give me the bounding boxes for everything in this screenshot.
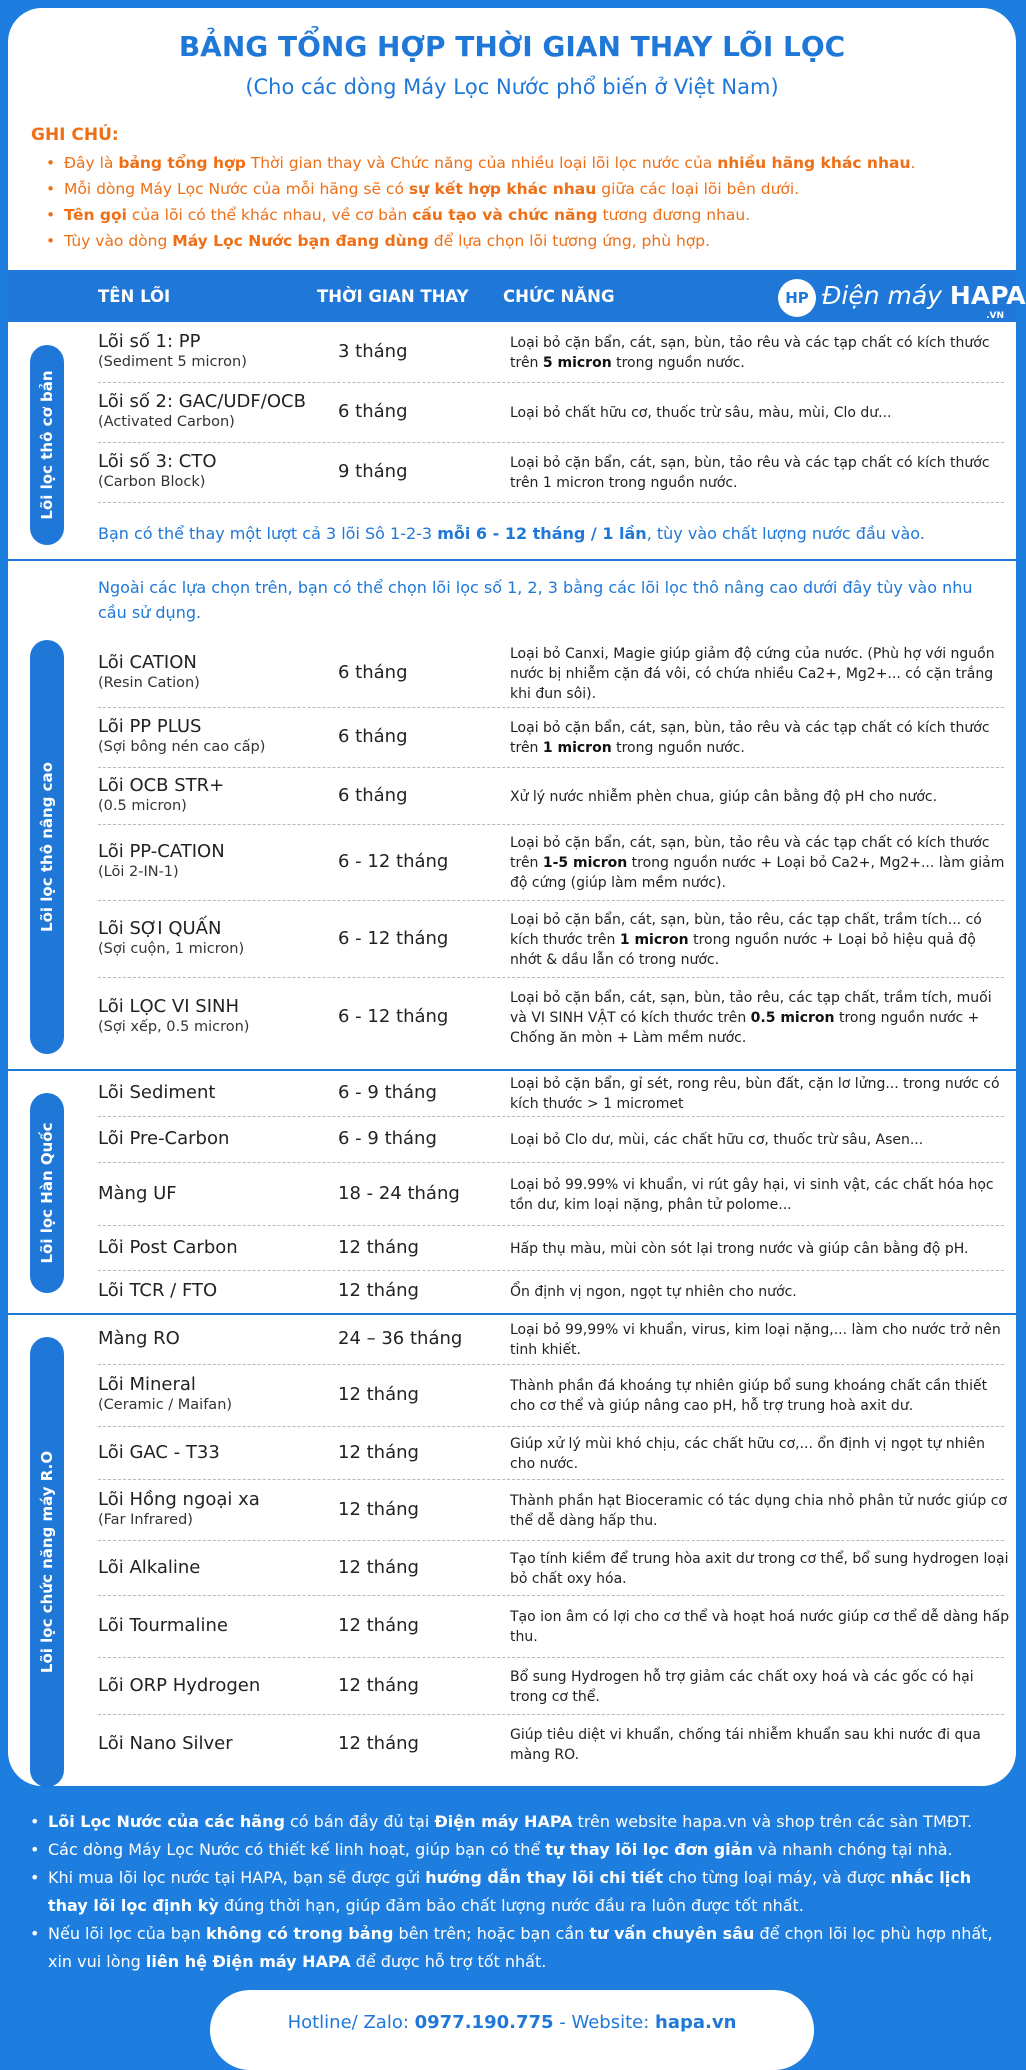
bullet-icon: • xyxy=(30,1812,40,1831)
filter-name: Màng UF xyxy=(98,1182,177,1204)
text-fragment: Khi mua lõi lọc nước tại HAPA, bạn sẽ được gửi xyxy=(48,1868,426,1887)
replacement-time: 12 tháng xyxy=(338,1733,419,1754)
emphasis-text: Lõi Lọc Nước của các hãng xyxy=(48,1812,285,1831)
text-fragment: Loại bỏ cặn bẩn, cát, sạn, bùn, tảo rêu, các tạp chất, trầm tích... có kích thước trên xyxy=(510,911,982,948)
filter-name: Lõi Pre-Carbon xyxy=(98,1128,230,1149)
text-fragment: Bổ sung Hydrogen hỗ trợ giảm các chất oxy hoá và các gốc có hại trong cơ thể. xyxy=(510,1668,974,1705)
table-row xyxy=(98,323,1004,383)
filter-subname: (Far Infrared) xyxy=(98,1511,193,1528)
text-fragment: Loại bỏ 99.99% vi khuẩn, vi rút gây hại, vi sinh vật, các chất hóa học tồn dư, kim loại nặng, phân tử polome... xyxy=(510,1176,994,1213)
filter-function xyxy=(510,1239,1010,1259)
footer-notes xyxy=(30,1808,1008,1976)
text-fragment: bên trên; hoặc bạn cần xyxy=(393,1924,590,1943)
table-row xyxy=(98,708,1004,768)
filter-group xyxy=(8,1315,1016,1785)
filter-subname: (Ceramic / Maifan) xyxy=(98,1397,233,1413)
replacement-time: 12 tháng xyxy=(338,1674,419,1696)
filter-function xyxy=(510,1175,1010,1215)
filter-name: Lõi Mineral xyxy=(98,1374,196,1395)
bullet-icon: • xyxy=(30,1924,40,1943)
replacement-time: 6 - 12 tháng xyxy=(338,927,449,949)
emphasis-text: Máy Lọc Nước bạn đang dùng xyxy=(172,232,429,250)
note-item xyxy=(46,202,1004,228)
filter-subname: (Resin Cation) xyxy=(98,674,200,691)
text-fragment: Tùy vào dòng xyxy=(64,232,173,250)
table-row xyxy=(98,1226,1004,1271)
filter-name: Lõi số 3: CTO xyxy=(98,451,217,472)
hotline-text xyxy=(210,2012,814,2033)
filter-subname: (0.5 micron) xyxy=(98,797,187,814)
filter-subname: (Lõi 2-IN-1) xyxy=(98,864,179,880)
text-fragment: Thành phần đá khoáng tự nhiên giúp bổ sung khoáng chất cần thiết cho cơ thể và giúp nâng cao pH, hỗ trợ trung hoà axit dư. xyxy=(510,1378,988,1414)
text-fragment: Tạo tính kiềm để trung hòa axit dư trong cơ thể, bổ sung hydrogen loại bỏ chất oxy hóa. xyxy=(510,1550,1009,1587)
replacement-time: 6 tháng xyxy=(338,726,408,747)
text-fragment: Loại bỏ cặn bẩn, cát, sạn, bùn, tảo rêu, các tạp chất, trầm tích, muối và VI SINH VẬT có kích thước trên xyxy=(510,989,992,1026)
table-row xyxy=(98,1117,1004,1163)
filter-subname: (Sợi cuộn, 1 micron) xyxy=(98,940,245,957)
text-fragment: Thời gian thay và Chức năng của nhiều loại lõi lọc nước của xyxy=(245,154,718,172)
filter-name: Lõi ORP Hydrogen xyxy=(98,1674,261,1696)
text-fragment: Mỗi dòng Máy Lọc Nước của mỗi hãng sẽ có xyxy=(64,180,409,198)
filter-function xyxy=(510,1667,1010,1707)
text-fragment: cho từng loại máy, và được xyxy=(663,1868,891,1887)
note-item xyxy=(46,150,1004,176)
group-label: Lõi lọc Hàn Quốc xyxy=(38,1122,56,1264)
filter-function xyxy=(510,333,1010,373)
emphasis-text: 1 micron xyxy=(542,740,612,756)
text-fragment: Giúp tiêu diệt vi khuẩn, chống tái nhiễm khuẩn sau khi nước đi qua màng RO. xyxy=(510,1727,981,1763)
filter-function xyxy=(510,1376,1010,1416)
brand-logo xyxy=(778,279,1026,321)
emphasis-text: mỗi 6 - 12 tháng / 1 lần xyxy=(437,524,647,543)
replacement-time: 9 tháng xyxy=(338,461,408,482)
filter-function xyxy=(510,403,1010,423)
filter-function xyxy=(510,718,1010,758)
filter-group xyxy=(8,561,1016,1069)
emphasis-text: tự thay lõi lọc đơn giản xyxy=(545,1840,753,1859)
emphasis-text: 1 micron xyxy=(619,931,689,948)
filter-name: Lõi Nano Silver xyxy=(98,1733,233,1754)
filter-subname: (Sợi xếp, 0.5 micron) xyxy=(98,1018,250,1035)
text-fragment: trên website hapa.vn và shop trên các sàn TMĐT. xyxy=(572,1812,973,1831)
replacement-time: 6 - 12 tháng xyxy=(338,851,449,872)
filter-name: Lõi số 1: PP xyxy=(98,331,201,352)
logo-bold-text: HAPA xyxy=(949,281,1026,310)
text-fragment: Nếu lõi lọc của bạn xyxy=(48,1924,206,1943)
group-intro: Ngoài các lựa chọn trên, bạn có thể chọn lõi lọc số 1, 2, 3 bằng các lõi lọc thô nâng cao dưới đây tùy vào nhu cầu sử dụng. xyxy=(98,578,973,622)
note-item xyxy=(46,228,1004,254)
filter-function xyxy=(510,1725,1010,1765)
emphasis-text: cấu tạo và chức năng xyxy=(412,206,598,224)
filter-name: Lõi Tourmaline xyxy=(98,1615,228,1636)
filter-name: Lõi GAC - T33 xyxy=(98,1441,220,1463)
bullet-icon: • xyxy=(30,1868,40,1887)
footer-note-item xyxy=(30,1808,1008,1836)
hotline-label: Hotline/ Zalo: xyxy=(287,2012,415,2033)
replacement-time: 6 tháng xyxy=(338,784,408,806)
table-row xyxy=(98,383,1004,443)
filter-function xyxy=(510,910,1010,970)
table-row xyxy=(98,1163,1004,1226)
filter-name: Lõi LỌC VI SINH xyxy=(98,995,240,1017)
emphasis-text: hướng dẫn thay lõi chi tiết xyxy=(425,1868,664,1887)
text-fragment: Loại bỏ 99,99% vi khuẩn, virus, kim loại nặng,... làm cho nước trở nên tinh khiết. xyxy=(510,1322,1001,1358)
text-fragment: Đây là xyxy=(64,154,119,172)
filter-name: Lõi PP-CATION xyxy=(98,841,225,862)
filter-name: Lõi Post Carbon xyxy=(98,1236,238,1258)
filter-name: Lõi số 2: GAC/UDF/OCB xyxy=(98,391,306,412)
table-row xyxy=(98,1715,1004,1775)
filter-subname: (Activated Carbon) xyxy=(98,414,235,430)
replacement-time: 12 tháng xyxy=(338,1615,419,1636)
website-link[interactable]: hapa.vn xyxy=(655,2012,737,2033)
emphasis-text: liên hệ Điện máy HAPA xyxy=(145,1952,351,1971)
text-fragment: Loại bỏ cặn bẩn, cát, sạn, bùn, tảo rêu và các tạp chất có kích thước trên 1 micron trong nguồn nước. xyxy=(510,455,990,491)
text-fragment: giữa các loại lõi bên dưới. xyxy=(596,180,800,198)
filter-group xyxy=(8,323,1016,559)
table-row xyxy=(98,1658,1004,1715)
text-fragment: Loại bỏ Canxi, Magie giúp giảm độ cứng của nước. (Phù hợ với nguồn nước bị nhiễm cặn đá vôi, có chứa nhiều Ca2+, Mg2+... có cặn trắng khi đun sôi). xyxy=(510,645,995,702)
table-row xyxy=(98,978,1004,1057)
text-fragment: Tạo ion âm có lợi cho cơ thể và hoạt hoá nước giúp cơ thể dễ dàng hấp thu. xyxy=(510,1609,1010,1645)
emphasis-text: Tên gọi xyxy=(64,206,127,224)
replacement-time: 6 tháng xyxy=(338,401,408,422)
emphasis-text: bảng tổng hợp xyxy=(118,154,246,172)
group-note xyxy=(98,521,925,546)
logo-badge: HP xyxy=(778,279,816,317)
filter-function xyxy=(510,1130,1010,1150)
table-row xyxy=(98,901,1004,978)
filter-name: Lõi Alkaline xyxy=(98,1556,201,1578)
note-item xyxy=(46,176,1004,202)
table-header xyxy=(8,270,1026,322)
filter-group xyxy=(8,1071,1016,1313)
text-fragment: . xyxy=(910,154,916,172)
replacement-time: 24 – 36 tháng xyxy=(338,1328,463,1349)
table-row xyxy=(98,443,1004,503)
replacement-time: 12 tháng xyxy=(338,1384,419,1405)
replacement-time: 12 tháng xyxy=(338,1498,419,1520)
replacement-time: 18 - 24 tháng xyxy=(338,1182,460,1204)
column-header-function: CHỨC NĂNG xyxy=(503,287,615,306)
replacement-time: 12 tháng xyxy=(338,1441,419,1463)
filter-function xyxy=(510,988,1010,1048)
text-fragment: để được hỗ trợ tốt nhất. xyxy=(350,1952,547,1971)
table-row xyxy=(98,1315,1004,1365)
group-label-pill xyxy=(30,1337,64,1787)
filter-subname: (Sediment 5 micron) xyxy=(98,354,247,370)
table-row xyxy=(98,639,1004,708)
filter-function xyxy=(510,833,1010,893)
emphasis-text: 1-5 micron xyxy=(542,855,628,871)
column-header-time: THỜI GIAN THAY xyxy=(317,287,469,306)
text-fragment: để chọn lõi lọc phù hợp nhất, xin vui lòng xyxy=(48,1924,993,1971)
page-subtitle: (Cho các dòng Máy Lọc Nước phổ biến ở Việt Nam) xyxy=(245,75,779,99)
text-fragment: có bán đầy đủ tại xyxy=(284,1812,435,1831)
emphasis-text: tư vấn chuyên sâu xyxy=(589,1924,755,1943)
hotline-separator: - Website: xyxy=(553,2012,656,2033)
row-divider xyxy=(98,502,1004,503)
text-fragment: trong nguồn nước + Loại bỏ Ca2+, Mg2+... làm giảm độ cứng (giúp làm mềm nước). xyxy=(510,855,1005,891)
replacement-time: 12 tháng xyxy=(338,1279,419,1301)
bullet-icon: • xyxy=(46,206,56,224)
text-fragment: Loại bỏ Clo dư, mùi, các chất hữu cơ, thuốc trừ sâu, Asen... xyxy=(510,1132,924,1148)
emphasis-text: 0.5 micron xyxy=(750,1009,835,1026)
text-fragment: Thành phần hạt Bioceramic có tác dụng chia nhỏ phân tử nước giúp cơ thể dễ dàng hấp thu. xyxy=(510,1492,1007,1529)
filter-function xyxy=(510,1320,1010,1360)
filter-name: Màng RO xyxy=(98,1328,180,1349)
emphasis-text: nhiều hãng khác nhau xyxy=(717,154,911,172)
filter-function xyxy=(510,1282,1010,1302)
column-header-name: TÊN LÕI xyxy=(98,287,171,306)
filter-function xyxy=(510,787,1010,807)
emphasis-text: Điện máy HAPA xyxy=(434,1812,573,1831)
filter-name: Lõi PP PLUS xyxy=(98,716,202,737)
table-row xyxy=(98,1365,1004,1427)
table-row xyxy=(98,1271,1004,1312)
group-label-pill xyxy=(30,345,64,545)
table-row xyxy=(98,1541,1009,1596)
group-label-pill xyxy=(30,640,64,1054)
text-fragment: trong nguồn nước + Loại bỏ hiệu quả độ nhớt & dầu lẫn có trong nước. xyxy=(510,931,976,968)
logo-domain: .VN xyxy=(986,311,1004,321)
emphasis-text: không có trong bảng xyxy=(205,1924,394,1943)
table-row xyxy=(98,768,1004,825)
text-fragment: Giúp xử lý mùi khó chịu, các chất hữu cơ,... ổn định vị ngọt tự nhiên cho nước. xyxy=(510,1435,986,1472)
footer-note-item xyxy=(30,1836,1008,1864)
text-fragment: để lựa chọn lõi tương ứng, phù hợp. xyxy=(428,232,711,250)
filter-name: Lõi Hồng ngoại xa xyxy=(98,1488,260,1510)
filter-name: Lõi SỢI QUẤN xyxy=(98,917,222,939)
emphasis-text: nhắc lịch thay lõi lọc định kỳ xyxy=(48,1868,972,1915)
replacement-time: 6 - 12 tháng xyxy=(338,1005,449,1027)
text-fragment: , tùy vào chất lượng nước đầu vào. xyxy=(646,524,925,543)
filter-subname: (Sợi bông nén cao cấp) xyxy=(98,739,266,755)
text-fragment: Xử lý nước nhiễm phèn chua, giúp cân bằng độ pH cho nước. xyxy=(510,788,938,805)
emphasis-text: 5 micron xyxy=(542,355,612,371)
text-fragment: Bạn có thể thay một lượt cả 3 lõi Sô 1-2-3 xyxy=(98,524,438,543)
text-fragment: của lõi có thể khác nhau, về cơ bản xyxy=(126,206,413,224)
table-row xyxy=(98,825,1004,901)
table-row xyxy=(98,1596,1010,1658)
replacement-time: 3 tháng xyxy=(338,341,408,362)
logo-text: Điện máy xyxy=(822,281,942,310)
text-fragment: Loại bỏ chất hữu cơ, thuốc trừ sâu, màu, mùi, Clo dư... xyxy=(510,405,892,421)
filter-function xyxy=(510,644,1010,704)
text-fragment: trong nguồn nước. xyxy=(611,355,745,371)
text-fragment: Loại bỏ cặn bẩn, cát, sạn, bùn, tảo rêu và các tạp chất có kích thước trên xyxy=(510,335,990,371)
filter-function xyxy=(510,1434,1010,1474)
text-fragment: đúng thời hạn, giúp đảm bảo chất lượng nước đầu ra luôn được tốt nhất. xyxy=(218,1896,804,1915)
text-fragment: và nhanh chóng tại nhà. xyxy=(752,1840,953,1859)
text-fragment: tương đương nhau. xyxy=(597,206,751,224)
replacement-time: 12 tháng xyxy=(338,1556,419,1578)
table-row xyxy=(98,1480,1007,1541)
filter-function xyxy=(510,1607,1010,1647)
bullet-icon: • xyxy=(46,180,56,198)
text-fragment: Loại bỏ cặn bẩn, cát, sạn, bùn, tảo rêu và các tạp chất có kích thước trên xyxy=(510,835,990,871)
text-fragment: Hấp thụ màu, mùi còn sót lại trong nước và giúp cân bằng độ pH. xyxy=(510,1240,969,1257)
emphasis-text: sự kết hợp khác nhau xyxy=(408,180,597,198)
main-card xyxy=(8,8,1026,1786)
text-fragment: Các dòng Máy Lọc Nước có thiết kế linh hoạt, giúp bạn có thể xyxy=(48,1840,546,1859)
group-label: Lõi lọc chức năng máy R.O xyxy=(38,1450,56,1674)
filter-subname: (Carbon Block) xyxy=(98,474,206,490)
text-fragment: trong nguồn nước. xyxy=(611,740,745,756)
notes-heading: GHI CHÚ: xyxy=(31,125,119,145)
filter-name: Lõi Sediment xyxy=(98,1082,216,1103)
filter-function xyxy=(510,1549,1010,1589)
group-label: Lõi lọc thô nâng cao xyxy=(38,762,56,932)
filter-function xyxy=(510,453,1010,493)
bullet-icon: • xyxy=(46,232,56,250)
bullet-icon: • xyxy=(30,1840,40,1859)
replacement-time: 12 tháng xyxy=(338,1236,419,1258)
filter-function xyxy=(510,1491,1010,1531)
footer-note-item xyxy=(30,1920,1008,1976)
text-fragment: Loại bỏ cặn bẩn, cát, sạn, bùn, tảo rêu và các tạp chất có kích thước trên xyxy=(510,720,990,756)
bullet-icon: • xyxy=(46,154,56,172)
filter-name: Lõi TCR / FTO xyxy=(98,1279,218,1301)
filter-name: Lõi OCB STR+ xyxy=(98,774,225,796)
hotline-phone[interactable]: 0977.190.775 xyxy=(414,2012,554,2033)
filter-name: Lõi CATION xyxy=(98,651,197,673)
notes-list xyxy=(46,150,1004,254)
replacement-time: 6 - 9 tháng xyxy=(338,1082,437,1103)
group-label: Lõi lọc thô cơ bản xyxy=(38,370,56,520)
text-fragment: Loại bỏ cặn bẩn, gỉ sét, rong rêu, bùn đất, cặn lơ lửng... trong nước có kích thước > 1 micromet xyxy=(510,1076,1000,1112)
text-fragment: trong nguồn nước + Chống ăn mòn + Làm mềm nước. xyxy=(510,1009,980,1046)
replacement-time: 6 - 9 tháng xyxy=(338,1128,437,1149)
footer-note-item xyxy=(30,1864,1008,1920)
filter-function xyxy=(510,1074,1010,1114)
text-fragment: Ổn định vị ngon, ngọt tự nhiên cho nước. xyxy=(510,1283,797,1300)
replacement-time: 6 tháng xyxy=(338,661,408,683)
page-title: BẢNG TỔNG HỢP THỜI GIAN THAY LÕI LỌC xyxy=(178,30,846,63)
table-row xyxy=(98,1427,1004,1480)
group-label-pill xyxy=(30,1093,64,1293)
hotline-box xyxy=(210,1990,814,2070)
table-row xyxy=(98,1071,1004,1117)
